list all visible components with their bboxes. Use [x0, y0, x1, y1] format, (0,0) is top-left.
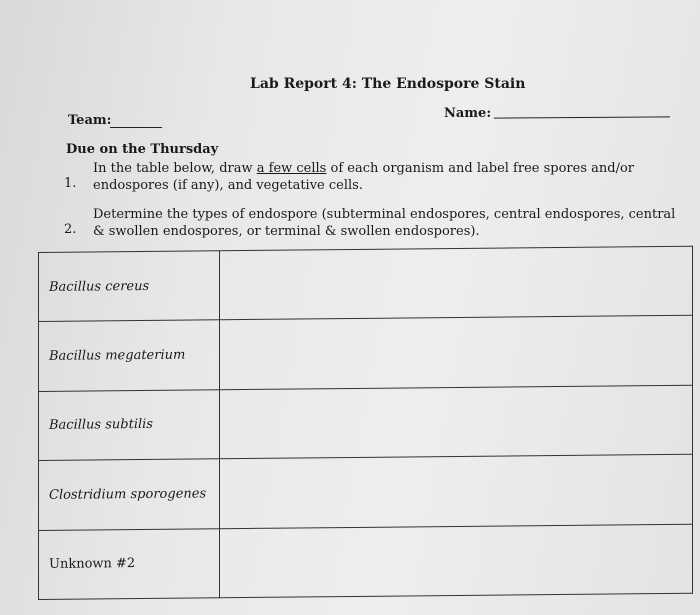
drawing-cell[interactable] [220, 246, 693, 320]
drawing-cell[interactable] [220, 385, 693, 459]
instruction-1-text-end: of each organism and label free spores and/or endospores (if any), and vegetative cells. [93, 161, 634, 193]
organism-label: Bacillus megaterium [39, 320, 220, 391]
drawing-cell[interactable] [220, 524, 693, 598]
drawing-cell[interactable] [220, 454, 693, 528]
name-blank-line [494, 116, 670, 118]
drawing-cell[interactable] [220, 316, 693, 390]
page-title: Lab Report 4: The Endospore Stain [250, 76, 526, 92]
table-row [39, 316, 693, 392]
organism-label: Bacillus cereus [39, 251, 220, 322]
organism-label: Clostridium sporogenes [39, 459, 220, 530]
table-row [39, 246, 693, 322]
table-row [39, 524, 693, 600]
team-blank-line [110, 127, 162, 128]
table-row [39, 385, 693, 461]
name-label: Name: [444, 106, 492, 121]
instruction-1-number: 1. [64, 176, 77, 191]
organism-label: Unknown #2 [39, 528, 220, 599]
team-label: Team: [68, 113, 112, 128]
instruction-1-text [93, 160, 668, 194]
organism-table [38, 246, 693, 600]
instruction-1-text-start: In the table below, draw [93, 161, 257, 176]
due-date-text: Due on the Thursday [66, 142, 219, 157]
instruction-1-underlined: a few cells [256, 161, 327, 176]
instruction-2-text: Determine the types of endospore (subterminal endospores, central endospores, central & swollen endospores, or terminal & swollen endospores). [93, 207, 676, 239]
instruction-2-number: 2. [64, 222, 77, 237]
organism-label: Bacillus subtilis [39, 390, 220, 461]
table-row [39, 454, 693, 530]
